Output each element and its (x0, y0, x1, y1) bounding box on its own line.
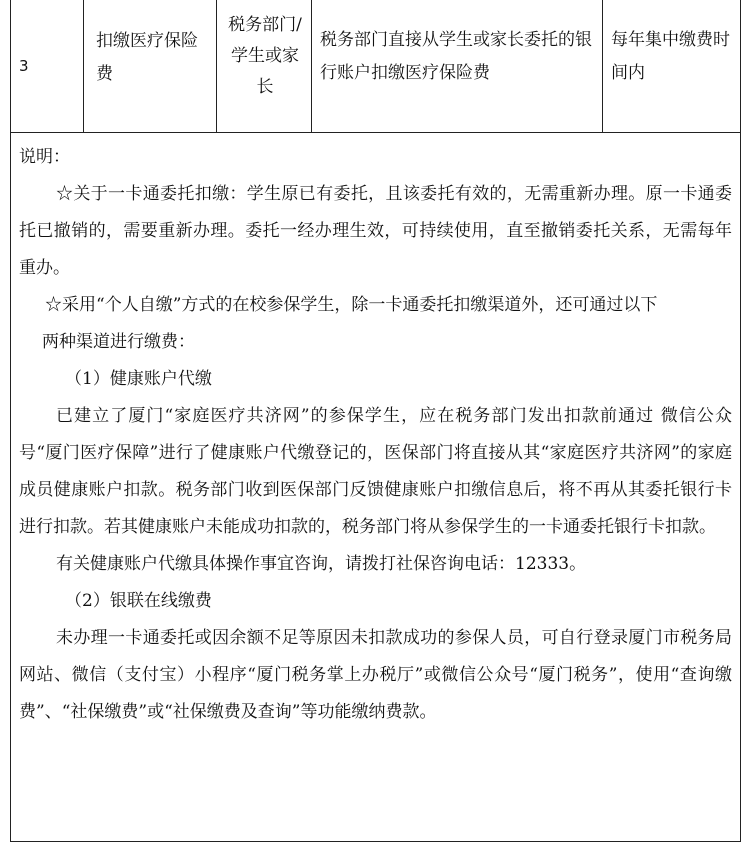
department: 税务部门/学生或家长 (217, 0, 312, 133)
note-paragraph-2a: ☆采用“个人自缴”方式的在校参保学生，除一卡通委托扣缴渠道外，还可通过以下 (45, 295, 658, 315)
note-paragraph-2b: 两种渠道进行缴费： (42, 332, 195, 352)
notes-section (11, 133, 740, 731)
notes-heading: 说明： (19, 147, 70, 167)
method-description: 税务部门直接从学生或家长委托的银行账户扣缴医疗保险费 (312, 0, 603, 133)
note-paragraph-4: 有关健康账户代缴具体操作事宜咨询，请拨打社保咨询电话：12333。 (56, 554, 587, 574)
payment-time: 每年集中缴费时间内 (611, 30, 730, 83)
row-number: 3 (11, 0, 84, 133)
note-paragraph-3: 已建立了厦门“家庭医疗共济网”的参保学生，应在税务部门发出扣款前通过 微信公众号“厦门医疗保障”进行了健康账户代缴登记的，医保部门将直接从其“家庭医疗共济网”的家庭成员健康账户扣款。税务部门收到医保部门反馈健康账户扣缴信息后，将不再从其委托银行卡进行扣款。若其健康账户未能成功扣款的，税务部门将从参保学生的一卡通委托银行卡扣款。 (19, 406, 732, 537)
note-paragraph-5: 未办理一卡通委托或因余额不足等原因未扣款成功的参保人员，可自行登录厦门市税务局网站、微信（支付宝）小程序“厦门税务掌上办税厅”或微信公众号“厦门税务”，使用“查询缴费”、“社保缴费”或“社保缴费及查询”等功能缴纳费款。 (19, 628, 732, 722)
item-name: 扣缴医疗保险费 (84, 0, 217, 133)
document-table (10, 0, 741, 842)
subheading-health-account: （1）健康账户代缴 (65, 369, 212, 389)
subheading-unionpay: （2）银联在线缴费 (65, 591, 212, 611)
table-row (11, 0, 740, 133)
note-paragraph-1: ☆关于一卡通委托扣缴：学生原已有委托，且该委托有效的，无需重新办理。原一卡通委托已撤销的，需要重新办理。委托一经办理生效，可持续使用，直至撤销委托关系，无需每年重办。 (19, 184, 732, 278)
